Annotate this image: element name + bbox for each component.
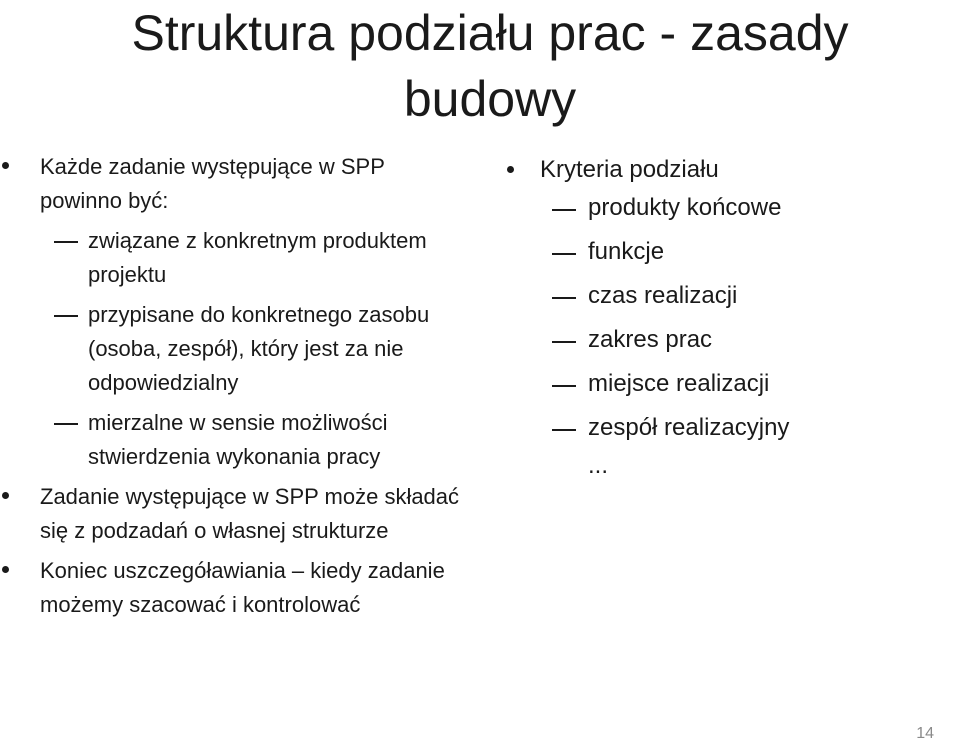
sub-item-text: związane z konkretnym produktem projektu bbox=[88, 228, 427, 287]
sub-item bbox=[498, 366, 938, 402]
sub-item-text: miejsce realizacji bbox=[588, 370, 770, 397]
dash-icon bbox=[54, 241, 78, 243]
dash-icon bbox=[54, 315, 78, 317]
bullet-item bbox=[498, 150, 938, 190]
dash-icon bbox=[552, 297, 576, 299]
page-number: 14 bbox=[916, 725, 934, 742]
bullet-item bbox=[0, 554, 460, 622]
bullet-item bbox=[0, 150, 460, 218]
right-column bbox=[498, 150, 938, 484]
dash-icon bbox=[552, 429, 576, 431]
sub-item-text: funkcje bbox=[588, 238, 665, 265]
sub-item bbox=[498, 190, 938, 226]
ellipsis: ... bbox=[588, 452, 609, 479]
dash-icon bbox=[552, 385, 576, 387]
dash-icon bbox=[552, 209, 576, 211]
bullet-text: Zadanie występujące w SPP może składać się z podzadań o własnej strukturze bbox=[40, 484, 460, 543]
bullet-dot-icon bbox=[2, 566, 9, 573]
sub-item bbox=[0, 224, 460, 292]
sub-item bbox=[498, 322, 938, 358]
dash-icon bbox=[552, 253, 576, 255]
sub-item bbox=[498, 410, 938, 446]
dash-icon bbox=[552, 341, 576, 343]
sub-item-text: zakres prac bbox=[588, 326, 713, 353]
left-column bbox=[0, 150, 460, 628]
dash-icon bbox=[54, 423, 78, 425]
bullet-dot-icon bbox=[2, 492, 9, 499]
sub-item bbox=[0, 298, 460, 400]
bullet-text: Kryteria podziału bbox=[540, 156, 719, 183]
sub-item-text: przypisane do konkretnego zasobu (osoba, zespół), który jest za nie odpowiedzialny bbox=[88, 302, 430, 395]
bullet-text: Każde zadanie występujące w SPP powinno być: bbox=[40, 154, 385, 213]
sub-item bbox=[498, 234, 938, 270]
sub-item-text: mierzalne w sensie możliwości stwierdzenia wykonania pracy bbox=[88, 410, 388, 469]
bullet-item bbox=[0, 480, 460, 548]
bullet-dot-icon bbox=[2, 162, 9, 169]
bullet-text: Koniec uszczegóławiania – kiedy zadanie możemy szacować i kontrolować bbox=[40, 558, 445, 617]
bullet-dot-icon bbox=[507, 166, 514, 173]
sub-item bbox=[498, 278, 938, 314]
sub-item-text: zespół realizacyjny bbox=[588, 414, 790, 441]
sub-item-text: czas realizacji bbox=[588, 282, 738, 309]
slide-title: Struktura podziału prac - zasady budowy bbox=[131, 5, 849, 127]
sub-item-text: produkty końcowe bbox=[588, 194, 782, 221]
sub-item bbox=[0, 406, 460, 474]
